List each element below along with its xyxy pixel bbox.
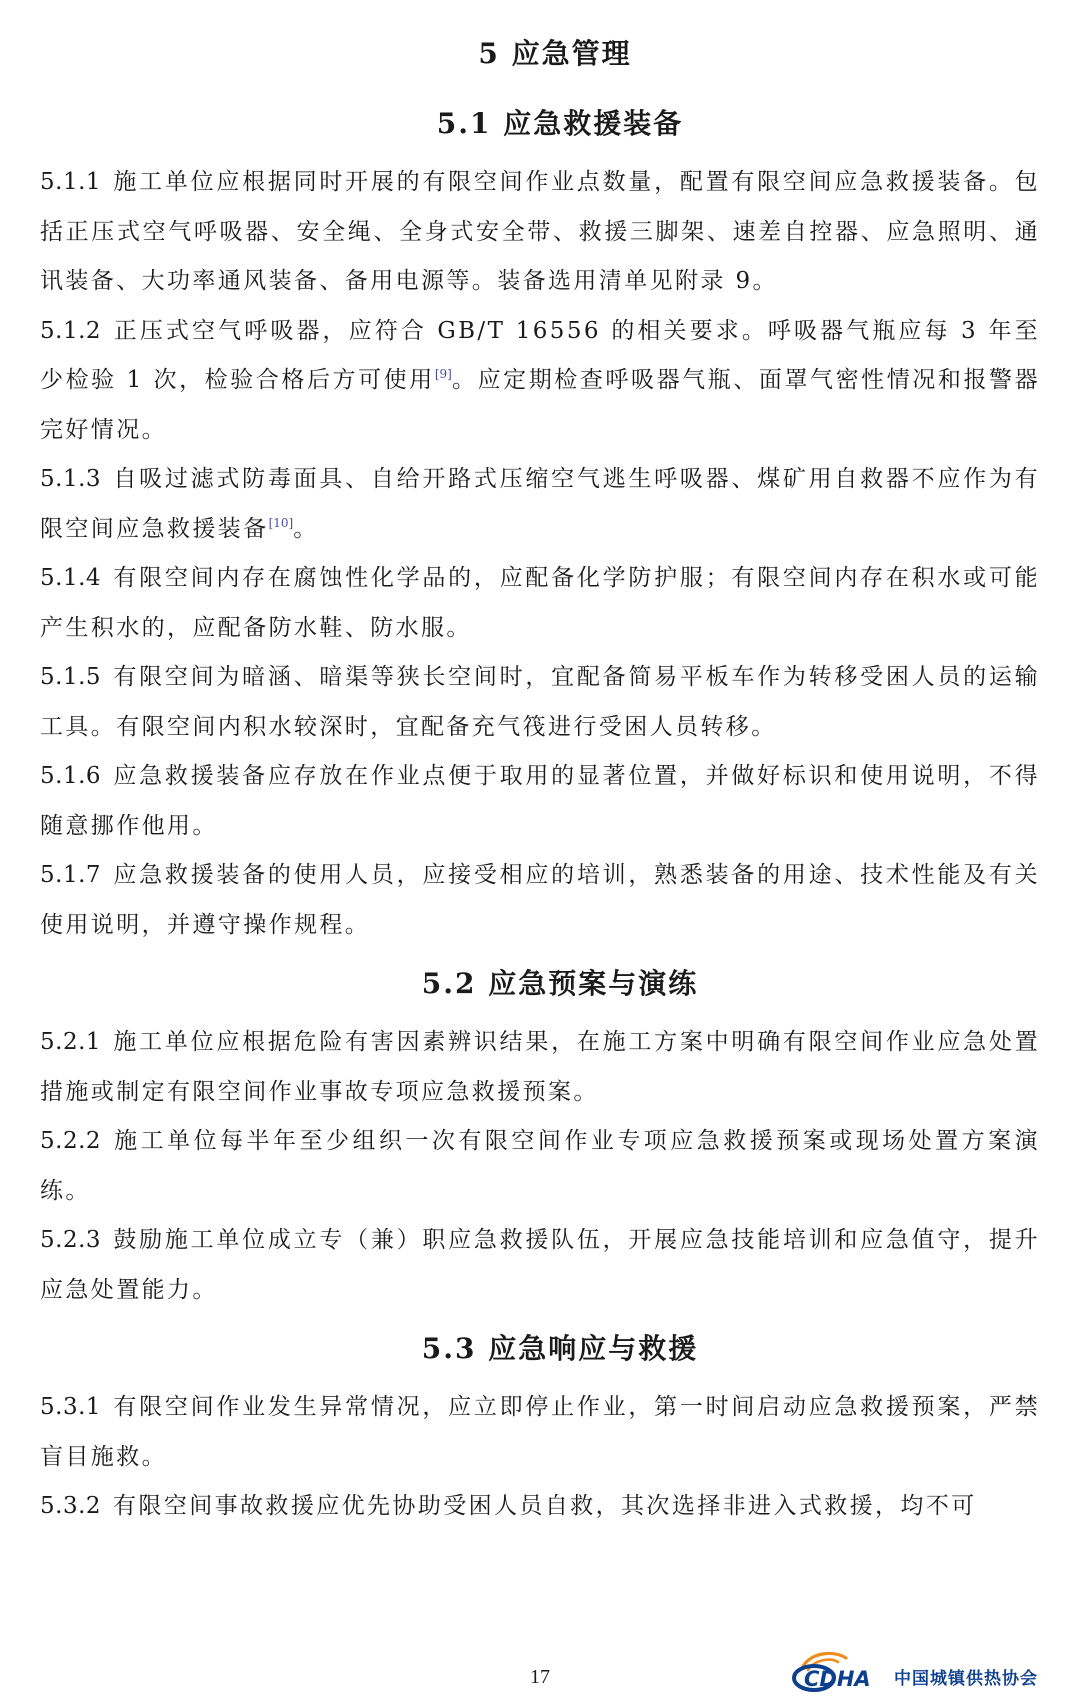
clause-number: 5.1.6 xyxy=(40,763,102,789)
logo-mark-text: CDHA xyxy=(804,1667,871,1691)
clause-5-3-1 xyxy=(40,1383,1040,1482)
page-footer xyxy=(0,1648,1080,1698)
clause-5-3-2 xyxy=(40,1482,1040,1532)
clause-number: 5.2.3 xyxy=(40,1227,102,1253)
clause-number: 5.1.5 xyxy=(40,664,102,690)
clause-text: 应急救援装备的使用人员，应接受相应的培训，熟悉装备的用途、技术性能及有关使用说明，并遵守操作规程。 xyxy=(40,862,1040,938)
clause-5-2-1 xyxy=(40,1018,1040,1117)
clause-5-1-3 xyxy=(40,455,1040,554)
clause-text: 有限空间事故救援应优先协助受困人员自救，其次选择非进入式救援，均不可 xyxy=(113,1493,977,1519)
clause-number: 5.2.1 xyxy=(40,1029,102,1055)
clause-number: 5.3.1 xyxy=(40,1394,102,1420)
clause-5-1-4 xyxy=(40,554,1040,653)
page-number: 17 xyxy=(530,1666,550,1688)
page-content xyxy=(40,34,1040,1532)
clause-text: 正压式空气呼吸器，应符合 GB/T 16556 的相关要求。呼吸器气瓶应每 3 年至少检验 1 次，检验合格后方可使用 xyxy=(40,317,1040,393)
clause-text: 有限空间为暗涵、暗渠等狭长空间时，宜配备简易平板车作为转移受困人员的运输工具。有限空间内积水较深时，宜配备充气筏进行受困人员转移。 xyxy=(40,664,1040,740)
clause-number: 5.1.3 xyxy=(40,466,102,492)
clause-number: 5.2.2 xyxy=(40,1128,102,1154)
clause-5-2-3 xyxy=(40,1216,1040,1315)
clause-number: 5.1.1 xyxy=(40,169,102,195)
clause-text-cont: 。应定期检查呼吸器气瓶、面罩气密性情况和报警器完好情况。 xyxy=(40,367,1040,443)
clause-text: 施工单位应根据同时开展的有限空间作业点数量，配置有限空间应急救援装备。包括正压式空气呼吸器、安全绳、全身式安全带、救援三脚架、速差自控器、应急照明、通讯装备、大功率通风装备、备用电源等。装备选用清单见附录 9。 xyxy=(40,169,1040,294)
cdha-logo-icon xyxy=(788,1648,888,1694)
section-title-5-2: 5.2 应急预案与演练 xyxy=(421,967,699,1000)
clause-5-1-2 xyxy=(40,307,1040,456)
clause-text-cont: 。 xyxy=(293,515,319,542)
association-logo xyxy=(788,1648,1048,1694)
reference-link[interactable]: [9] xyxy=(434,367,452,381)
clause-number: 5.1.2 xyxy=(40,317,102,344)
logo-text: 中国城镇供热协会 xyxy=(894,1668,1038,1689)
clause-5-2-2 xyxy=(40,1117,1040,1216)
clause-text: 有限空间作业发生异常情况，应立即停止作业，第一时间启动应急救援预案，严禁盲目施救。 xyxy=(40,1394,1040,1470)
section-title-5-3: 5.3 应急响应与救援 xyxy=(421,1332,699,1365)
clause-text: 应急救援装备应存放在作业点便于取用的显著位置，并做好标识和使用说明，不得随意挪作他用。 xyxy=(40,763,1040,839)
clause-text: 鼓励施工单位成立专（兼）职应急救援队伍，开展应急技能培训和应急值守，提升应急处置能力。 xyxy=(40,1227,1040,1303)
clause-text: 有限空间内存在腐蚀性化学品的，应配备化学防护服；有限空间内存在积水或可能产生积水的，应配备防水鞋、防水服。 xyxy=(40,565,1040,641)
clause-5-1-6 xyxy=(40,752,1040,851)
clause-text: 施工单位每半年至少组织一次有限空间作业专项应急救援预案或现场处置方案演练。 xyxy=(40,1128,1040,1204)
clause-number: 5.1.7 xyxy=(40,862,102,888)
section-title-5-1: 5.1 应急救援装备 xyxy=(436,107,684,140)
reference-link[interactable]: [10] xyxy=(268,515,294,530)
clause-number: 5.3.2 xyxy=(40,1493,102,1519)
clause-5-1-1 xyxy=(40,158,1040,307)
clause-text: 施工单位应根据危险有害因素辨识结果，在施工方案中明确有限空间作业应急处置措施或制定有限空间作业事故专项应急救援预案。 xyxy=(40,1029,1040,1105)
clause-5-1-7 xyxy=(40,851,1040,950)
chapter-title: 5 应急管理 xyxy=(478,37,632,70)
clause-5-1-5 xyxy=(40,653,1040,752)
clause-text: 自吸过滤式防毒面具、自给开路式压缩空气逃生呼吸器、煤矿用自救器不应作为有限空间应急救援装备 xyxy=(40,466,1040,542)
clause-number: 5.1.4 xyxy=(40,565,102,591)
